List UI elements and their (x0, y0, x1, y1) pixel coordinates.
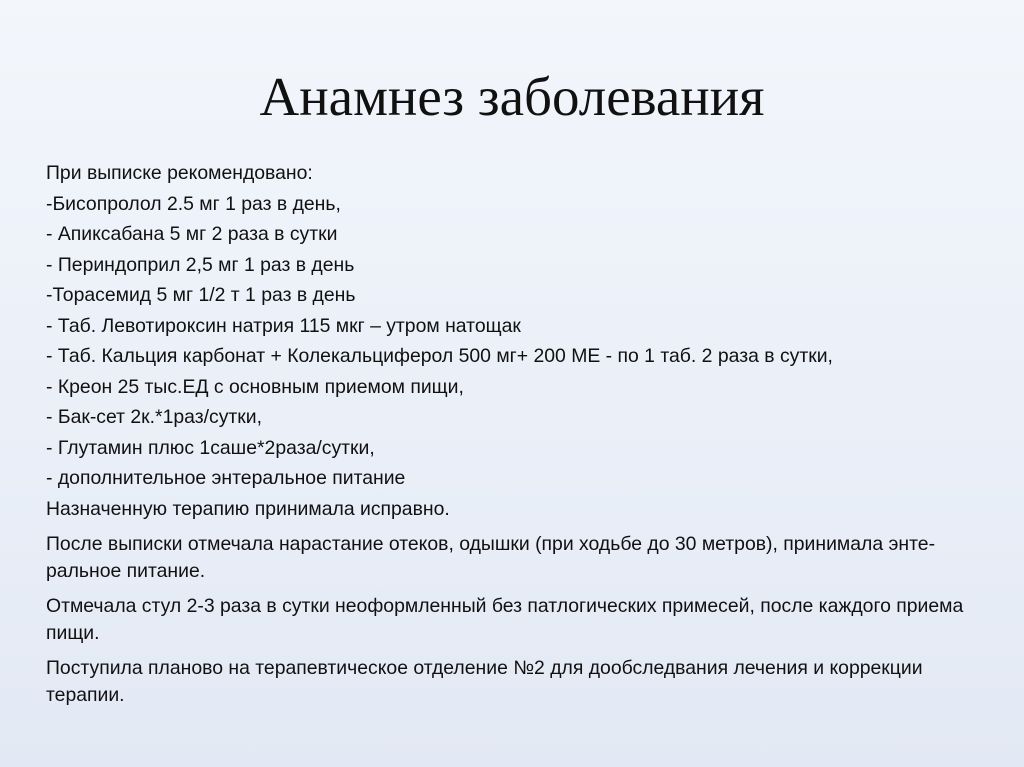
slide-title: Анамнез заболевания (259, 66, 765, 127)
body-line: Отмечала стул 2-3 раза в сутки неоформленный без патлогических примесей, после каждого приема пищи. (46, 595, 964, 644)
body-line: - Креон 25 тыс.ЕД с основным приемом пищи, (46, 375, 464, 398)
body-line: -Бисопролол 2.5 мг 1 раз в день, (46, 192, 341, 215)
body-line: - Таб. Кальция карбонат + Колекальциферол 500 мг+ 200 МЕ - по 1 таб. 2 раза в сутки, (46, 345, 833, 367)
body-line: Назначенную терапию принимала исправно. (46, 497, 450, 520)
body-line: Поступила планово на терапевтическое отделение №2 для дообследвания лечения и коррекции терапии. (46, 657, 923, 706)
body-line: - Бак-сет 2к.*1раз/сутки, (46, 406, 262, 428)
body-line: - дополнительное энтеральное питание (46, 467, 406, 489)
body-line: -Торасемид 5 мг 1/2 т 1 раз в день (46, 284, 356, 306)
body-line: После выписки отмечала нарастание отеков, одышки (при ходьбе до 30 метров), принимала энте-ральное питание. (46, 533, 936, 582)
body-line: - Глутамин плюс 1саше*2раза/сутки, (46, 436, 375, 459)
body-line: - Апиксабана 5 мг 2 раза в сутки (46, 223, 338, 245)
body-line: - Таб. Левотироксин натрия 115 мкг – утром натощак (46, 314, 521, 337)
slide-body (46, 160, 966, 708)
body-line: При выписке рекомендовано: (46, 162, 313, 184)
body-line: - Периндоприл 2,5 мг 1 раз в день (46, 253, 355, 276)
